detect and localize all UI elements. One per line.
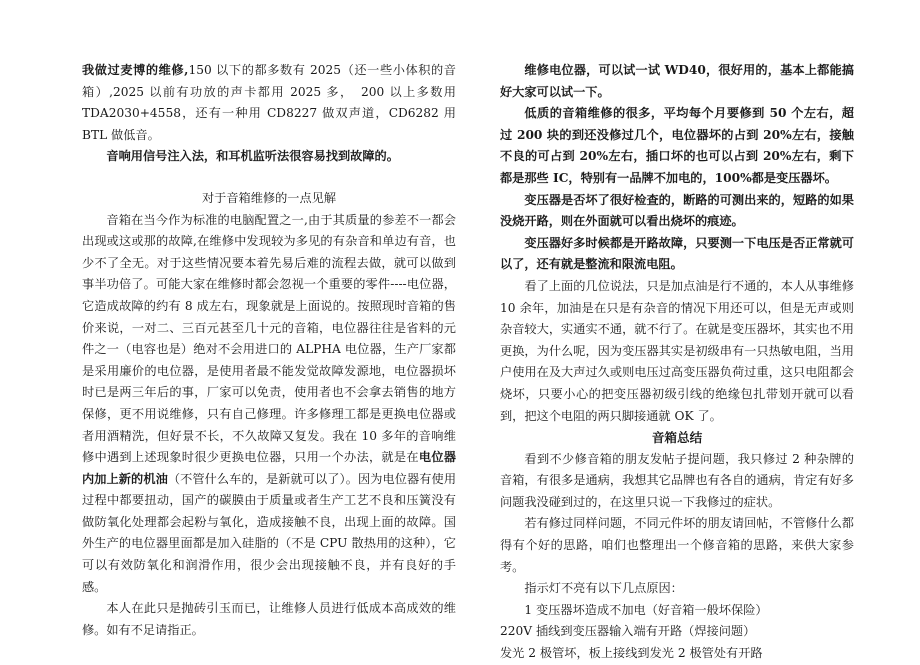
summary-item-1: 1 变压器坏造成不加电（好音箱一般坏保险） [524, 602, 768, 617]
right-paragraph-3: 变压器是否坏了很好检查的，断路的可测出来的，短路的如果没烧开路，则在外面就可以看出烧坏的痕迹。 [500, 192, 854, 229]
intro-paragraph [82, 60, 456, 146]
summary-heading: 音箱总结 [651, 430, 703, 446]
right-paragraph-4: 变压器好多时候都是开路故障，只要测一下电压是否正常就可以了，还有就是整流和限流电阻。 [500, 235, 854, 272]
left-column [82, 60, 456, 641]
summary-item-2: 220V 插线到变压器输入端有开路（焊接问题） [500, 624, 756, 639]
intro-bold: 我做过麦博的维修, [82, 63, 189, 77]
right-paragraph-1: 维修电位器，可以试一试 WD40，很好用的，基本上都能搞好大家可以试一下。 [500, 63, 854, 99]
summary-paragraph-3: 指示灯不亮有以下几点原因： [524, 581, 683, 596]
signal-tip: 音响用信号注入法，和耳机监听法很容易找到故障的。 [106, 149, 399, 164]
section-heading: 对于音箱维修的一点见解 [201, 190, 337, 205]
summary-paragraph-1: 看到不少修音箱的朋友发帖子提问题，我只修过 2 种杂牌的音箱，有很多是通病，我想其它品牌也有各自的通病，肯定有好多问题我没碰到过的，在这里只说一下我修过的症状。 [500, 451, 854, 509]
body-bold-text: 电位器内加上新的机油 [82, 450, 456, 486]
body-text-1: 音箱在当今作为标准的电脑配置之一,由于其质量的参差不一都会出现或这或那的故障,在维修中发现较为多见的有杂音和单边有音，也少不了全无。对于这些情况要本着先易后难的流程去做，就可以做到事半功倍了。可能大家在维修时都会忽视一个重要的零件----电位器，它造成故障的约有 8 成左右，现象就是上面说的。按照现时音箱的售价来说，一对二、三百元甚至几十元的音箱，电位器往往是省料的元件之一（电容也是）绝对不会用进口的 ALPHA 电位器，生产厂家都是采用廉价的电位器，是使用者最不能发觉故障发源地，电位器损坏时已是两三年后的事，厂家可以免责，使用者也不会拿去销售的地方保修，更不用说维修，只有自己修理。许多修理工都是更换电位器或者用酒精洗，但好景不长，不久故障又复发。我在 10 多年的音响维修中遇到上述现象时很少更换电位器，只用一个办法，就是在 [82, 212, 456, 465]
closing-paragraph: 本人在此只是抛砖引玉而已，让维修人员进行低成本高成效的维修。如有不足请指正。 [82, 601, 456, 637]
body-paragraph [82, 210, 456, 599]
right-column [500, 60, 854, 665]
summary-paragraph-2: 若有修过同样问题，不同元件坏的朋友请回帖，不管修什么都得有个好的思路，咱们也整理出一个修音箱的思路，来供大家参考。 [500, 516, 854, 574]
intro-text: 150 以下的都多数有 2025（还一些小体积的音箱）,2025 以前有功放的声卡都用 2025 多， 200 以上多数用 TDA2030+4558，还有一种用 CD8227 做双声道，CD6282 用 BTL 做低音。 [82, 63, 456, 142]
right-paragraph-2: 低质的音箱维修的很多，平均每个月要修到 50 个左右，超过 200 块的到还没修过几个，电位器坏的占到 20%左右，接触不良的可占到 20%左右，插口坏的也可以占到 20%左右，剩下都是那些 IC，特别有一品牌不加电的，100%都是变压器坏。 [500, 106, 854, 185]
right-paragraph-5: 看了上面的几位说法，只是加点油是行不通的，本人从事维修 10 余年，加油是在只是有杂音的情况下用还可以，但是无声或则杂音较大，实通实不通，就不行了。在就是变压器坏，其实也不用更换，为什么呢，因为变压器其实是初级串有一只热敏电阻，当用户使用在及大声过久或则电压过高变压器负荷过重，这只电阻都会烧坏，只要小心的把变压器初级引线的绝缘包扎带划开就可以看到，把这个电阻的两只脚接通就 OK 了。 [500, 278, 854, 423]
body-text-2: （不管什么车的，是新就可以了）。因为电位器有使用过程中都要扭动，国产的碳膜由于质量或者生产工艺不良和压簧没有做防氧化处理都会起粉与氧化，造成接触不良，出现上面的故障。国外生产的电位器里面都是加入硅脂的（不是 CPU 散热用的这种），它可以有效防氧化和润滑作用，很少会出现接触不良，并有良好的手感。 [82, 471, 457, 594]
summary-item-3: 发光 2 极管坏，板上接线到发光 2 极管处有开路 [500, 646, 763, 661]
